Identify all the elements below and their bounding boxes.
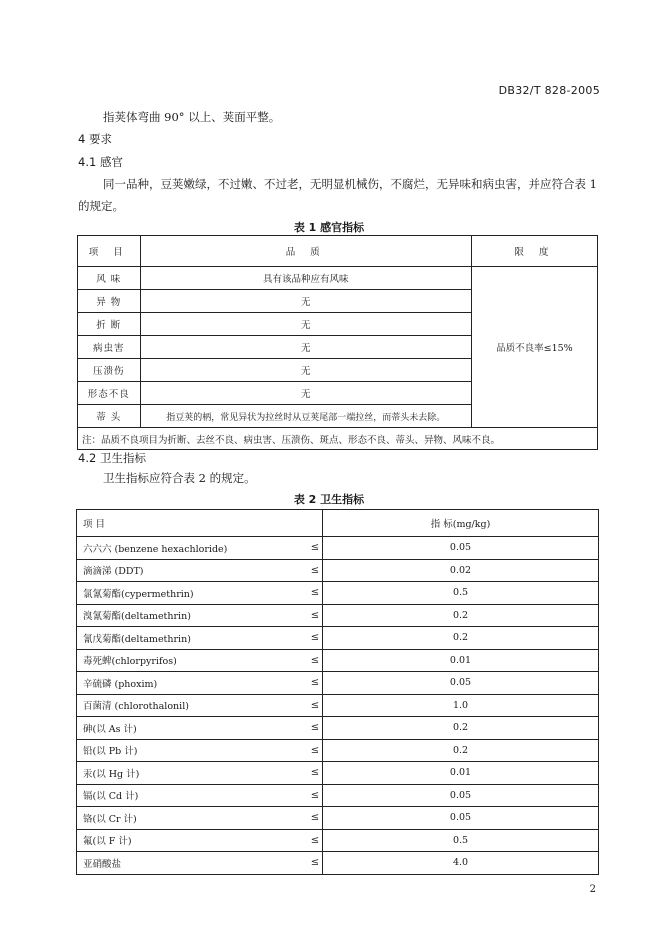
row-item: 蒂 头 [78,405,141,428]
table-row [77,694,599,717]
page-number: 2 [589,884,596,895]
row-item: 氯氰菊酯(cypermethrin) [77,582,309,605]
row-sign: ≤ [308,559,323,582]
row-value: 4.0 [323,852,599,875]
intro-line: 指荚体弯曲 90° 以上、荚面平整。 [103,110,281,124]
table-row [77,582,599,605]
limit-cell: 品质不良率≤15% [471,267,597,428]
row-value: 0.2 [323,739,599,762]
row-item: 镉(以 Cd 计) [77,784,309,807]
row-item: 折 断 [78,313,141,336]
section-4-2-title: 4.2 卫生指标 [78,451,146,465]
row-value: 0.05 [323,672,599,695]
row-item: 风 味 [78,267,141,290]
row-item: 压溃伤 [78,359,141,382]
row-item: 铅(以 Pb 计) [77,739,309,762]
row-value: 0.05 [323,784,599,807]
row-sign: ≤ [308,627,323,650]
document-code: DB32/T 828-2005 [498,84,600,97]
row-sign: ≤ [308,852,323,875]
row-quality: 具有该品种应有风味 [140,267,471,290]
table-row [77,762,599,785]
section-4-2-para: 卫生指标应符合表 2 的规定。 [103,471,256,485]
row-item: 铬(以 Cr 计) [77,807,309,830]
row-value: 1.0 [323,694,599,717]
header-limit: 限 度 [471,236,597,267]
table-row [77,784,599,807]
row-quality: 无 [140,382,471,405]
row-value: 0.05 [323,537,599,560]
row-item: 砷(以 As 计) [77,717,309,740]
row-sign: ≤ [308,784,323,807]
table-header-row [77,510,599,537]
header-item: 项 目 [78,236,141,267]
row-sign: ≤ [308,717,323,740]
row-item: 氰戊菊酯(deltamethrin) [77,627,309,650]
table-row [78,267,598,290]
row-item: 滴滴涕 (DDT) [77,559,309,582]
row-value: 0.2 [323,627,599,650]
row-item: 六六六 (benzene hexachloride) [77,537,309,560]
section-4-1-para-line1: 同一品种，豆荚嫩绿，不过嫩、不过老，无明显机械伤，不腐烂，无异味和病虫害，并应符合表 1 [103,177,597,191]
table-row [77,717,599,740]
row-value: 0.01 [323,762,599,785]
table-row [77,739,599,762]
row-quality: 无 [140,313,471,336]
row-sign: ≤ [308,739,323,762]
row-item: 汞(以 Hg 计) [77,762,309,785]
header-index: 指 标(mg/kg) [323,510,599,537]
row-sign: ≤ [308,829,323,852]
row-item: 病虫害 [78,336,141,359]
table-row [77,829,599,852]
row-quality: 无 [140,336,471,359]
row-quality: 无 [140,290,471,313]
row-value: 0.5 [323,582,599,605]
header-quality: 品 质 [140,236,471,267]
row-sign: ≤ [308,537,323,560]
row-sign: ≤ [308,807,323,830]
table-row [77,559,599,582]
row-item: 辛硫磷 (phoxim) [77,672,309,695]
table-row [77,672,599,695]
table2-caption: 表 2 卫生指标 [293,493,365,506]
row-value: 0.02 [323,559,599,582]
row-item: 氟(以 F 计) [77,829,309,852]
section-4-1-para-line2: 的规定。 [78,199,124,213]
row-value: 0.01 [323,649,599,672]
hygiene-table [76,509,599,875]
table-row [77,649,599,672]
row-quality: 无 [140,359,471,382]
table-row [77,852,599,875]
section-4-title: 4 要求 [78,132,112,146]
table-header-row [78,236,598,267]
row-sign: ≤ [308,604,323,627]
row-item: 毒死蜱(chlorpyrifos) [77,649,309,672]
row-item: 亚硝酸盐 [77,852,309,875]
header-item: 项 目 [77,510,309,537]
row-value: 0.05 [323,807,599,830]
row-value: 0.2 [323,717,599,740]
table-row [77,627,599,650]
row-value: 0.2 [323,604,599,627]
row-sign: ≤ [308,672,323,695]
row-sign: ≤ [308,694,323,717]
row-item: 百菌清 (chlorothalonil) [77,694,309,717]
row-sign: ≤ [308,649,323,672]
table-row [77,604,599,627]
table-row [77,807,599,830]
table1-caption: 表 1 感官指标 [293,221,365,234]
section-4-1-title: 4.1 感官 [78,155,123,169]
row-item: 溴氰菊酯(deltamethrin) [77,604,309,627]
row-sign: ≤ [308,762,323,785]
row-value: 0.5 [323,829,599,852]
sensory-table [77,235,598,450]
row-sign: ≤ [308,582,323,605]
row-item: 形态不良 [78,382,141,405]
table-note-row [78,428,598,450]
row-quality: 指豆荚的柄，常见异状为拉丝时从豆荚尾部一端拉丝，而蒂头未去除。 [140,405,471,428]
table1-note: 注：品质不良项目为折断、去丝不良、病虫害、压溃伤、斑点、形态不良、蒂头、异物、风味不良。 [78,428,598,450]
table-row [77,537,599,560]
row-item: 异 物 [78,290,141,313]
